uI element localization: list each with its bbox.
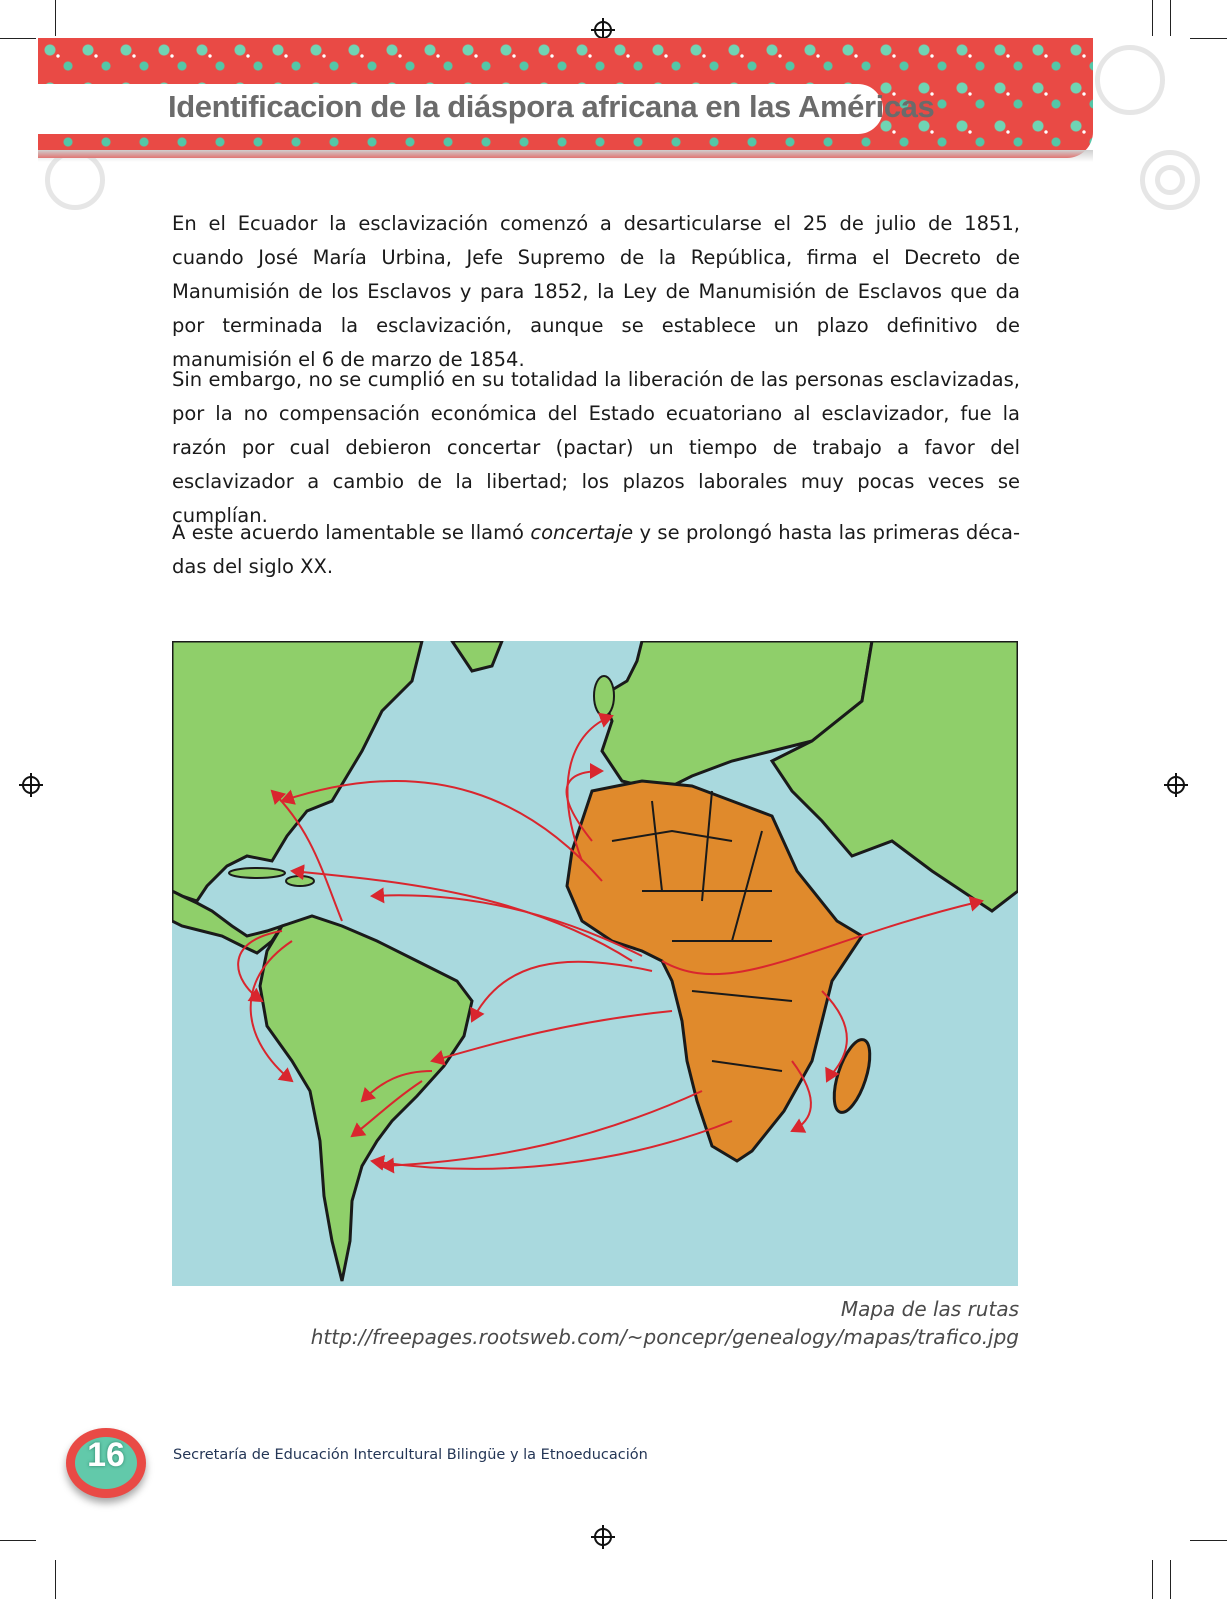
figure-caption-source: http://freepages.rootsweb.com/~poncepr/genealogy/mapas/trafico.jpg [310, 1325, 1019, 1349]
map-illustration [172, 641, 1018, 1286]
paragraph-1: En el Ecuador la esclavización comenzó a desarticularse el 25 de julio de 1851, cuando José María Urbina, Jefe Supremo de la República, firma el Decreto de Manumisión de los Esclavos y para 1852, la Ley de Manumisión de Esclavos que da por terminada la esclavización, aunque se establece un plazo definitivo de manumisión el 6 de marzo de 1854. [172, 212, 1020, 371]
greenland-landmass [452, 641, 502, 671]
registration-mark-icon [1167, 776, 1185, 794]
registration-mark-icon [594, 21, 612, 39]
crop-mark [55, 1560, 56, 1599]
crop-mark [1152, 1560, 1153, 1599]
swirl-ornament-icon [1095, 45, 1165, 115]
paragraph-3-text-end: y se prolongó hasta las primeras décadas del siglo XX. [172, 521, 1020, 578]
crop-mark [1170, 1560, 1171, 1599]
page-title: Identificacion de la diáspora africana en las Américas [168, 89, 935, 124]
registration-mark-icon [594, 1528, 612, 1546]
crop-mark [0, 38, 36, 39]
registration-mark-icon [22, 776, 40, 794]
north-america-landmass [172, 641, 422, 901]
hispaniola-island [286, 876, 314, 886]
crop-mark [55, 0, 56, 36]
figure-caption-title: Mapa de las rutas [840, 1297, 1019, 1321]
paragraph-3-emphasis: concertaje [530, 521, 634, 544]
paragraph-3-text: A este acuerdo lamentable se llamó [172, 521, 531, 544]
paragraph-3 [172, 516, 1020, 584]
crop-mark [1152, 0, 1153, 36]
page-number-badge [66, 1428, 146, 1498]
page-number: 16 [87, 1436, 125, 1474]
swirl-ornament-icon [1155, 165, 1185, 195]
central-america-landmass [172, 891, 282, 953]
footer-publisher: Secretaría de Educación Intercultural Bilingüe y la Etnoeducación [173, 1447, 648, 1463]
header-banner-shadow [38, 150, 1093, 162]
crop-mark [1170, 0, 1171, 36]
cuba-island [229, 868, 285, 878]
crop-mark [1190, 38, 1227, 39]
british-isles-island [594, 676, 614, 716]
slave-trade-routes-map [172, 641, 1018, 1286]
crop-mark [0, 1540, 36, 1541]
madagascar-island [827, 1036, 877, 1117]
crop-mark [1190, 1540, 1227, 1541]
paragraph-2: Sin embargo, no se cumplió en su totalidad la liberación de las personas esclavizadas, por la no compensación económica del Estado ecuatoriano al esclavizador, fue la razón por cual debieron concertar (pactar) un tiempo de trabajo a favor del esclavizador a cambio de la libertad; los plazos laborales muy pocas veces se cumplían. [172, 368, 1020, 527]
